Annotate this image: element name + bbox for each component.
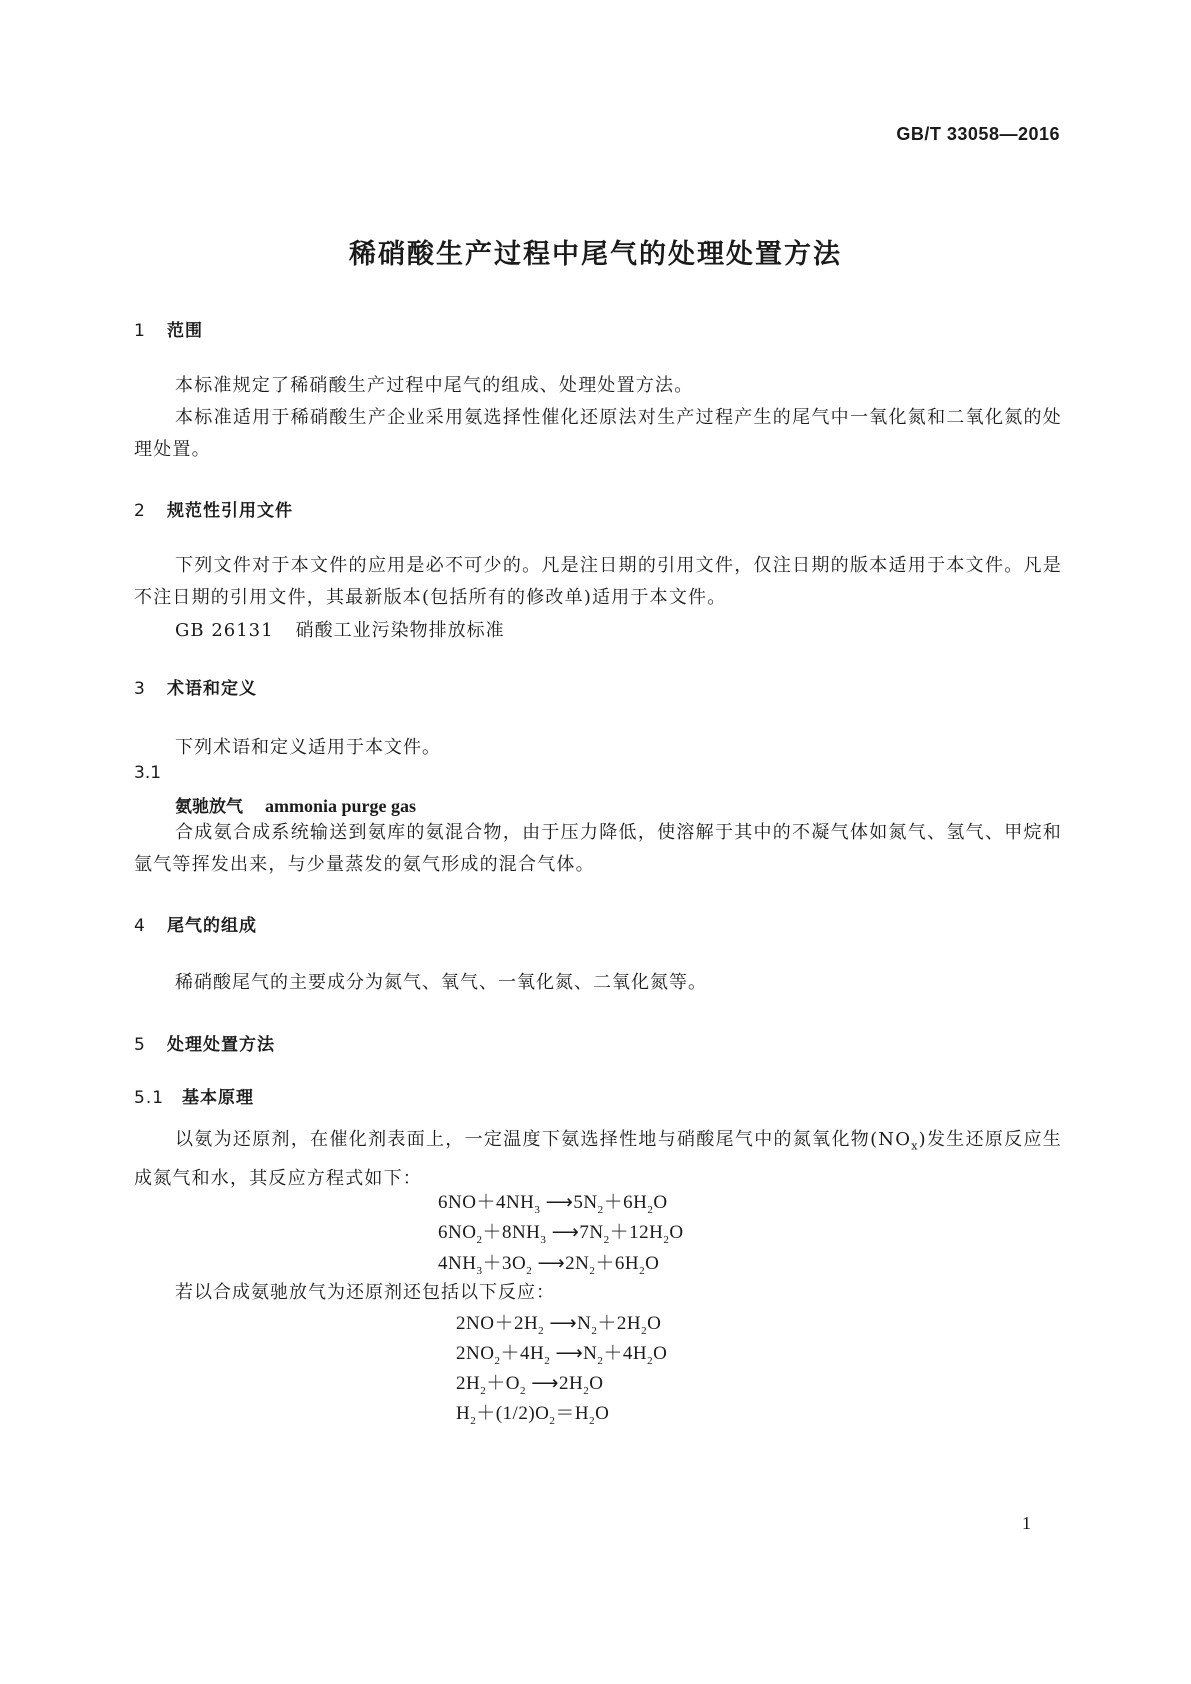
section-number: 4	[134, 916, 146, 936]
section-4-heading	[134, 911, 257, 936]
section-2-heading	[134, 496, 293, 521]
section-5-1-paragraph-2: 若以合成氨驰放气为还原剂还包括以下反应：	[175, 1282, 555, 1303]
subsection-3-1-number: 3.1	[134, 763, 162, 783]
section-title: 尾气的组成	[167, 916, 257, 936]
equation-5: $2NO_2+4H_2$ $⟶N_2+4H_2O$	[456, 1343, 668, 1367]
section-5-1-paragraph-1: 以氨为还原剂，在催化剂表面上，一定温度下氨选择性地与硝酸尾气中的氮氧化物$(NO_x)$发生还原反应生成氮气和水，其反应方程式如下：	[134, 1129, 1063, 1189]
section-number: 1	[134, 321, 146, 341]
normative-reference	[175, 616, 505, 642]
reference-code: GB 26131	[175, 620, 274, 641]
equation-7: $H_2+(1/2)O_2=H_2O$	[456, 1403, 610, 1427]
section-number: 5	[134, 1035, 146, 1055]
section-5-heading	[134, 1030, 275, 1055]
section-title: 范围	[167, 321, 203, 341]
document-title: 稀硝酸生产过程中尾气的处理处置方法	[349, 239, 842, 270]
section-number: 2	[134, 501, 146, 521]
section-1-heading	[134, 316, 203, 341]
equation-6: $2H_2+O_2$ $⟶2H_2O$	[456, 1373, 604, 1397]
term-entry	[175, 792, 416, 817]
equation-1: $6NO+4NH_3$ $⟶5N_2+6H_2O$	[438, 1192, 668, 1216]
section-4-paragraph-1: 稀硝酸尾气的主要成分为氮气、氧气、一氧化氮、二氧化氮等。	[175, 972, 707, 993]
reference-title: 硝酸工业污染物排放标准	[295, 620, 505, 641]
section-title: 处理处置方法	[167, 1035, 275, 1055]
equation-3: $4NH_3+3O_2$ $⟶2N_2+6H_2O$	[438, 1253, 660, 1277]
section-3-heading	[134, 674, 257, 699]
section-3-paragraph-1: 下列术语和定义适用于本文件。	[175, 737, 441, 758]
section-title: 规范性引用文件	[167, 501, 293, 521]
subsection-5-1-heading	[134, 1083, 254, 1108]
subsection-number: 5.1	[134, 1088, 165, 1108]
section-2-paragraph-1: 下列文件对于本文件的应用是必不可少的。凡是注日期的引用文件，仅注日期的版本适用于本文件。凡是不注日期的引用文件，其最新版本(包括所有的修改单)适用于本文件。	[134, 555, 1062, 608]
section-number: 3	[134, 679, 146, 699]
page-number: 1	[1022, 1513, 1031, 1533]
standard-code: GB/T 33058—2016	[896, 124, 1060, 144]
section-title: 术语和定义	[167, 679, 257, 699]
subsection-title: 基本原理	[182, 1088, 254, 1108]
term-definition: 合成氨合成系统输送到氨库的氨混合物，由于压力降低，使溶解于其中的不凝气体如氮气、氢气、甲烷和氩气等挥发出来，与少量蒸发的氨气形成的混合气体。	[134, 822, 1062, 875]
term-chinese: 氨驰放气	[175, 797, 243, 817]
equation-2: $6NO_2+8NH_3$ $⟶7N_2+12H_2O$	[438, 1222, 684, 1246]
equation-4: $2NO+2H_2$ $⟶N_2+2H_2O$	[456, 1313, 662, 1337]
term-english: ammonia purge gas	[265, 796, 417, 816]
section-1-paragraph-2: 本标准适用于稀硝酸生产企业采用氨选择性催化还原法对生产过程产生的尾气中一氧化氮和二氧化氮的处理处置。	[134, 407, 1062, 460]
section-1-paragraph-1: 本标准规定了稀硝酸生产过程中尾气的组成、处理处置方法。	[175, 375, 694, 396]
